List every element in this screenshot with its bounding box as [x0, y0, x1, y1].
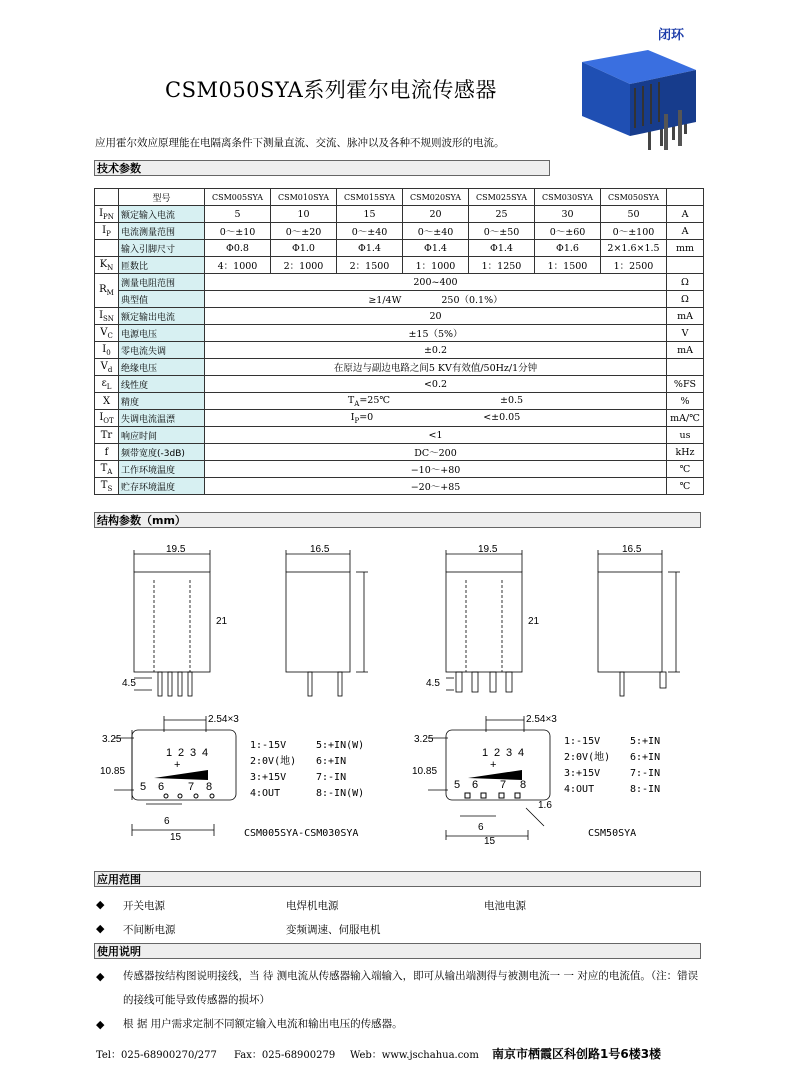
- table-condition: $T_A=25℃$: [347, 394, 390, 408]
- table-value: 20: [205, 308, 667, 325]
- pin-def: 4:OUT: [564, 784, 595, 795]
- pin-def: 7:-IN: [630, 768, 661, 779]
- table-unit: V: [667, 325, 704, 342]
- table-row: [95, 427, 704, 444]
- table-unit: Ω: [667, 291, 704, 308]
- table-param-name: 额定输入电流: [119, 206, 205, 223]
- table-symbol: $V_d$: [95, 359, 119, 376]
- table-param-name: 响应时间: [119, 427, 205, 444]
- table-condition: $I_P=0$: [350, 411, 374, 425]
- table-unit: %: [667, 393, 704, 410]
- product-photo: [578, 40, 700, 160]
- pin-def: 4:OUT: [250, 788, 281, 799]
- bullet-icon: ◆: [96, 970, 105, 983]
- pin-def: 2:0V(地): [564, 752, 611, 763]
- table-value: 5: [205, 206, 271, 223]
- pin-def: 7:-IN: [316, 772, 347, 783]
- table-param-name: 典型值: [119, 291, 205, 308]
- table-param-name: 失调电流温漂: [119, 410, 205, 427]
- table-row: [95, 206, 704, 223]
- table-header-cell: CSM030SYA: [535, 189, 601, 206]
- pin-def: 3:+15V: [564, 768, 601, 779]
- table-value: ±15（5%）: [205, 325, 667, 342]
- table-header-cell: CSM005SYA: [205, 189, 271, 206]
- table-row: [95, 359, 704, 376]
- table-value: DC～200: [205, 444, 667, 461]
- table-row: [95, 291, 704, 308]
- table-value: 2×1.6×1.5: [601, 240, 667, 257]
- table-value: [205, 393, 667, 410]
- app-item: 变频调速、伺服电机: [286, 924, 381, 936]
- page-title: CSM050SYA系列霍尔电流传感器: [165, 78, 497, 102]
- table-value: 4：1000: [205, 257, 271, 274]
- table-value: [205, 410, 667, 427]
- dim-height: 21: [528, 616, 540, 627]
- table-row: [95, 274, 704, 291]
- table-value: 25: [469, 206, 535, 223]
- pin-number: 6: [158, 781, 165, 793]
- table-param-name: 输入引脚尺寸: [119, 240, 205, 257]
- table-symbol: $I_P$: [95, 223, 119, 240]
- table-row: [95, 240, 704, 257]
- table-param-name: 精度: [119, 393, 205, 410]
- table-value: 0～±60: [535, 223, 601, 240]
- table-value: −10～+80: [205, 461, 667, 478]
- pin-def: 6:+IN: [316, 756, 347, 767]
- table-value: 20: [403, 206, 469, 223]
- table-symbol: f: [95, 444, 119, 461]
- app-item: 电池电源: [484, 900, 526, 912]
- usage-note: 传感器按结构图说明接线，当 待 测电流从传感器输入端输入，即可从输出端测得与被测电流一 一 对应的电流值。（注：错误的接线可能导致传感器的损坏）: [123, 970, 699, 1006]
- table-value: 2：1000: [271, 257, 337, 274]
- table-row: [95, 325, 704, 342]
- table-row: [95, 376, 704, 393]
- table-symbol: $T_S$: [95, 478, 119, 495]
- dim-gap: 6: [478, 822, 484, 833]
- table-header-cell: CSM020SYA: [403, 189, 469, 206]
- table-unit: mm: [667, 240, 704, 257]
- table-row: [95, 342, 704, 359]
- table-value: 0～±40: [337, 223, 403, 240]
- table-value: 2：1500: [337, 257, 403, 274]
- table-header-row: [95, 189, 704, 206]
- dim-span: 10.85: [412, 766, 438, 777]
- table-value: 50: [601, 206, 667, 223]
- table-value: 0～±20: [271, 223, 337, 240]
- section-tech: 技术参数: [94, 160, 550, 176]
- table-row: [95, 461, 704, 478]
- pin-number: 4: [518, 747, 525, 759]
- table-header-cell: CSM010SYA: [271, 189, 337, 206]
- dim-width: 19.5: [478, 544, 498, 555]
- table-row: [95, 410, 704, 427]
- table-header-cell: CSM025SYA: [469, 189, 535, 206]
- footer-fax: Fax：025-68900279: [234, 1050, 336, 1061]
- dim-offset: 3.25: [102, 734, 122, 745]
- dimension-drawings: [94, 540, 704, 847]
- app-item: 不间断电源: [123, 924, 176, 936]
- table-value: Φ1.0: [271, 240, 337, 257]
- section-usage: 使用说明: [94, 943, 701, 959]
- table-value: 1：1000: [403, 257, 469, 274]
- table-row: [95, 444, 704, 461]
- table-unit: [667, 359, 704, 376]
- table-value: 0～±10: [205, 223, 271, 240]
- pin-number: 1: [482, 747, 489, 759]
- dim-depth: 16.5: [310, 544, 330, 555]
- plus-mark: +: [490, 759, 497, 771]
- dim-offset: 3.25: [414, 734, 434, 745]
- dim-span: 10.85: [100, 766, 126, 777]
- pin-number: 6: [472, 779, 479, 791]
- bullet-icon: ◆: [96, 1018, 105, 1031]
- pin-number: 7: [188, 781, 195, 793]
- table-value: 15: [337, 206, 403, 223]
- table-row: [95, 308, 704, 325]
- pin-number: 4: [202, 747, 209, 759]
- table-value: 在原边与副边电路之间5 KV有效值/50Hz/1分钟: [205, 359, 667, 376]
- pin-number: 5: [454, 779, 461, 791]
- footer-web: Web：www.jschahua.com: [350, 1050, 479, 1061]
- table-value: [205, 291, 667, 308]
- dim-depth: 16.5: [622, 544, 642, 555]
- dim-pin-len: 4.5: [122, 678, 136, 689]
- table-param-name: 频带宽度(-3dB): [119, 444, 205, 461]
- table-unit: us: [667, 427, 704, 444]
- pin-number: 8: [206, 781, 213, 793]
- table-param-name: 额定输出电流: [119, 308, 205, 325]
- intro-text: 应用霍尔效应原理能在电隔离条件下测量直流、交流、脉冲以及各种不规则波形的电流。: [95, 137, 505, 149]
- pin-def: 2:0V(地): [250, 756, 297, 767]
- dim-width: 19.5: [166, 544, 186, 555]
- table-value: <0.2: [205, 376, 667, 393]
- table-symbol: $T_A$: [95, 461, 119, 478]
- pin-number: 8: [520, 779, 527, 791]
- dim-pitch: 2.54×3: [208, 714, 239, 725]
- pin-def: 8:-IN: [630, 784, 661, 795]
- pin-def: 1:-15V: [564, 736, 601, 747]
- section-apps: 应用范围: [94, 871, 701, 887]
- plus-mark: +: [174, 759, 181, 771]
- table-value: 1：1250: [469, 257, 535, 274]
- table-value: <1: [205, 427, 667, 444]
- table-value: Φ1.4: [337, 240, 403, 257]
- dim-pitch: 2.54×3: [526, 714, 557, 725]
- spec-table: [94, 188, 704, 495]
- table-unit: mA/℃: [667, 410, 704, 427]
- pin-def: 6:+IN: [630, 752, 661, 763]
- table-row: [95, 478, 704, 495]
- table-value: 0～±40: [403, 223, 469, 240]
- table-cell: [95, 189, 119, 206]
- table-param-name: 贮存环境温度: [119, 478, 205, 495]
- table-value: 10: [271, 206, 337, 223]
- table-value: −20～+85: [205, 478, 667, 495]
- table-symbol: $I_{PN}$: [95, 206, 119, 223]
- table-param-name: 匝数比: [119, 257, 205, 274]
- table-param-name: 工作环境温度: [119, 461, 205, 478]
- pin-def: 1:-15V: [250, 740, 287, 751]
- table-unit: Ω: [667, 274, 704, 291]
- pin-number: 3: [506, 747, 513, 759]
- table-unit: mA: [667, 342, 704, 359]
- usage-note: 根 据 用户需求定制不同额定输入电流和输出电压的传感器。: [123, 1018, 403, 1030]
- bullet-icon: ◆: [96, 898, 105, 911]
- pin-def: 5:+IN: [630, 736, 661, 747]
- table-value: 200~400: [205, 274, 667, 291]
- table-value: Φ0.8: [205, 240, 271, 257]
- table-unit: %FS: [667, 376, 704, 393]
- dim-slot: 1.6: [538, 800, 552, 811]
- app-item: 开关电源: [123, 900, 165, 912]
- pin-def: 3:+15V: [250, 772, 287, 783]
- table-symbol: $V_C$: [95, 325, 119, 342]
- table-symbol: [95, 240, 119, 257]
- app-item: 电焊机电源: [286, 900, 339, 912]
- table-param-name: 测量电阻范围: [119, 274, 205, 291]
- pin-number: 7: [500, 779, 507, 791]
- table-row: [95, 393, 704, 410]
- table-symbol: $K_N$: [95, 257, 119, 274]
- table-param-name: 线性度: [119, 376, 205, 393]
- table-value-part: ±0.5: [500, 394, 524, 406]
- table-value: Φ1.6: [535, 240, 601, 257]
- dim-length: 15: [170, 832, 182, 843]
- table-param-name: 绝缘电压: [119, 359, 205, 376]
- table-unit: ℃: [667, 478, 704, 495]
- table-unit: A: [667, 206, 704, 223]
- table-param-name: 电流测量范围: [119, 223, 205, 240]
- table-unit: kHz: [667, 444, 704, 461]
- table-row: [95, 257, 704, 274]
- pin-number: 1: [166, 747, 173, 759]
- drawing-caption: CSM005SYA-CSM030SYA: [244, 828, 359, 839]
- table-value: Φ1.4: [403, 240, 469, 257]
- pin-number: 2: [494, 747, 501, 759]
- dim-length: 15: [484, 836, 496, 847]
- pin-number: 5: [140, 781, 147, 793]
- table-symbol: $I_0$: [95, 342, 119, 359]
- bullet-icon: ◆: [96, 922, 105, 935]
- table-value: 1：1500: [535, 257, 601, 274]
- table-value-part: ≥1/4W: [368, 295, 402, 306]
- table-value-part: 250（0.1%）: [441, 295, 503, 306]
- table-unit: mA: [667, 308, 704, 325]
- table-header-cell: CSM050SYA: [601, 189, 667, 206]
- table-param-name: 零电流失调: [119, 342, 205, 359]
- dim-gap: 6: [164, 816, 170, 827]
- table-param-name: 电源电压: [119, 325, 205, 342]
- footer-tel: Tel：025-68900270/277: [96, 1050, 217, 1061]
- table-unit: A: [667, 223, 704, 240]
- table-header-cell: CSM015SYA: [337, 189, 403, 206]
- drawing-caption: CSM50SYA: [588, 828, 637, 839]
- table-row: [95, 223, 704, 240]
- pin-number: 3: [190, 747, 197, 759]
- table-value: 1：2500: [601, 257, 667, 274]
- section-struct: 结构参数（mm）: [94, 512, 701, 528]
- table-symbol: $R_M$: [95, 274, 119, 308]
- table-value: ±0.2: [205, 342, 667, 359]
- closed-loop-tag: 闭环: [658, 28, 685, 43]
- footer-address: 南京市栖霞区科创路1号6楼3楼: [492, 1047, 662, 1061]
- table-symbol: X: [95, 393, 119, 410]
- dim-height: 21: [216, 616, 228, 627]
- table-symbol: $I_{SN}$: [95, 308, 119, 325]
- table-symbol: $I_{OT}$: [95, 410, 119, 427]
- table-value: 30: [535, 206, 601, 223]
- table-value-part: <±0.05: [483, 411, 521, 423]
- table-value: Φ1.4: [469, 240, 535, 257]
- dim-pin-len: 4.5: [426, 678, 440, 689]
- pin-def: 5:+IN(W): [316, 740, 365, 751]
- table-value: 0～±100: [601, 223, 667, 240]
- pin-def: 8:-IN(W): [316, 788, 365, 799]
- table-value: 0～±50: [469, 223, 535, 240]
- table-cell: [667, 189, 704, 206]
- table-unit: [667, 257, 704, 274]
- pin-number: 2: [178, 747, 185, 759]
- table-symbol: Tr: [95, 427, 119, 444]
- table-symbol: $\varepsilon_L$: [95, 376, 119, 393]
- table-unit: ℃: [667, 461, 704, 478]
- table-header-cell: 型号: [119, 189, 205, 206]
